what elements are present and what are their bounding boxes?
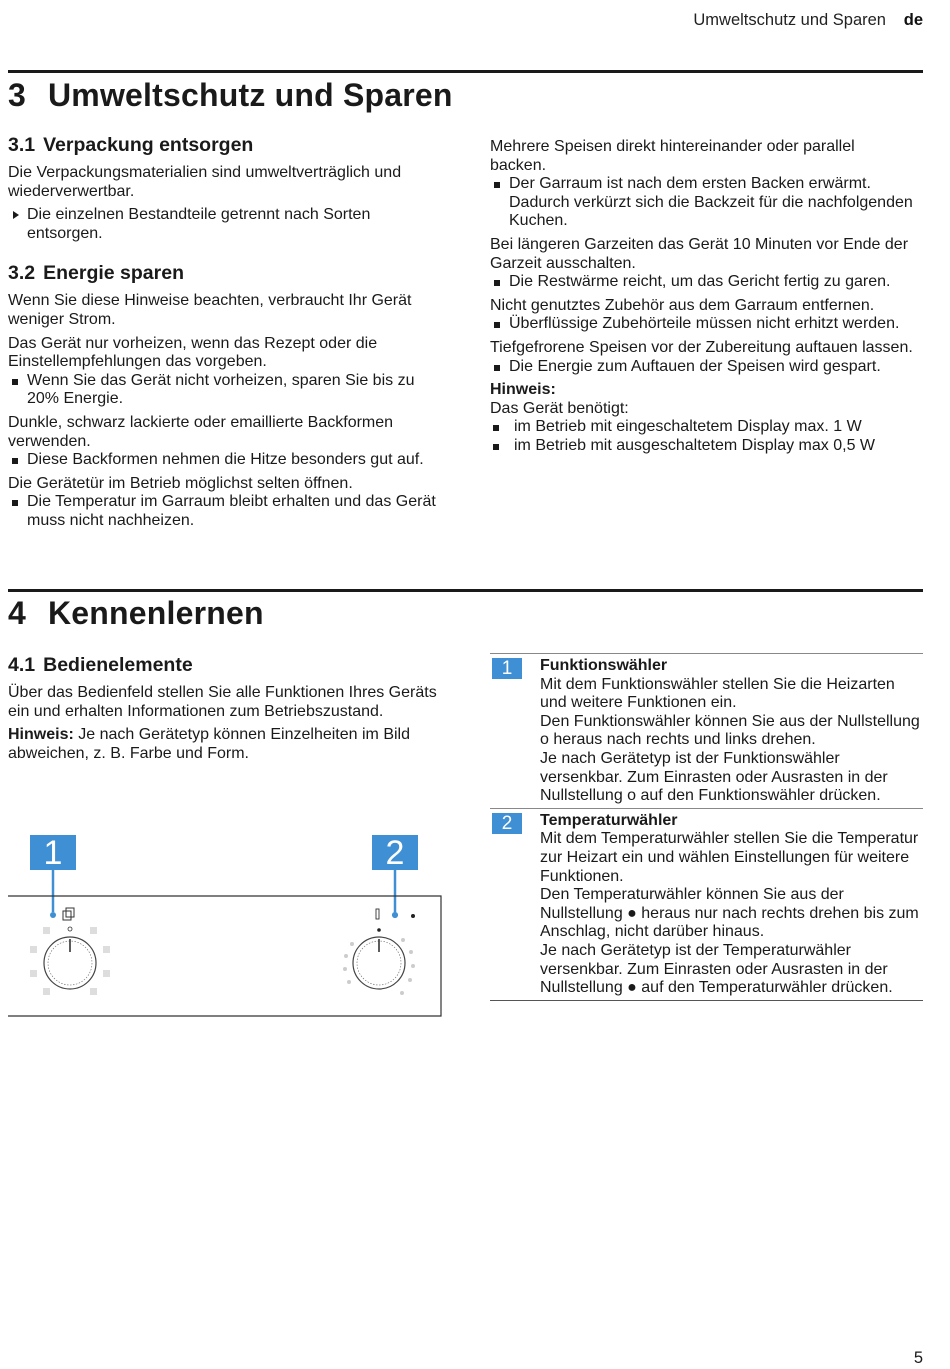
chapter-3-heading	[8, 77, 453, 113]
control-description: Mit dem Funktionswähler stellen Sie die Heizarten und weitere Funktionen ein.	[540, 675, 895, 712]
paragraph: Die Gerätetür im Betrieb möglichst selten öffnen.	[8, 474, 353, 492]
paragraph: Bei längeren Garzeiten das Gerät 10 Minuten vor Ende der Garzeit ausschalten.	[490, 235, 909, 272]
note-text: Je nach Gerätetyp können Einzelheiten im Bild abweichen, z. B. Farbe und Form.	[8, 726, 410, 762]
section-3-1-heading	[8, 134, 448, 156]
chapter-number: 3	[8, 77, 26, 113]
zero-position-icon	[68, 927, 72, 931]
result-item: Die Restwärme reicht, um das Gericht fertig zu garen.	[490, 273, 915, 292]
chapter-4-heading	[8, 595, 264, 631]
note-list-item: im Betrieb mit eingeschaltetem Display max. 1 W	[490, 418, 915, 437]
control-panel-illustration	[0, 860, 450, 1020]
chapter-number: 4	[8, 595, 26, 631]
running-header-language: de	[903, 11, 923, 29]
chapter-4-left-column	[8, 654, 438, 768]
paragraph: Tiefgefrorene Speisen vor der Zubereitung auftauen lassen.	[490, 338, 913, 356]
paragraph: Nicht genutztes Zubehör aus dem Garraum entfernen.	[490, 296, 875, 314]
result-item: Der Garraum ist nach dem ersten Backen erwärmt. Dadurch verkürzt sich die Backzeit für die nachfolgenden Kuchen.	[490, 175, 915, 231]
controls-table	[490, 653, 923, 1001]
control-badge: 2	[492, 813, 522, 834]
note-label	[490, 381, 915, 400]
chapter-rule	[8, 70, 923, 73]
section-4-1-heading	[8, 654, 438, 676]
chapter-3-right-column	[490, 138, 915, 461]
result-item: Überflüssige Zubehörteile müssen nicht erhitzt werden.	[490, 315, 915, 334]
note-label-text: Hinweis:	[490, 381, 556, 399]
page-number: 5	[913, 1349, 923, 1367]
control-row-function-selector	[490, 654, 923, 809]
control-title: Funktionswähler	[540, 657, 668, 674]
section-number: 4.1	[8, 654, 36, 676]
paragraph: Dunkle, schwarz lackierte oder emaillierte Backformen verwenden.	[8, 413, 394, 450]
note-text: Das Gerät benötigt:	[490, 399, 629, 417]
paragraph: Wenn Sie diese Hinweise beachten, verbraucht Ihr Gerät weniger Strom.	[8, 292, 412, 328]
control-title: Temperaturwähler	[540, 811, 678, 829]
result-item: Die Temperatur im Garraum bleibt erhalten und das Gerät muss nicht nachheizen.	[8, 493, 448, 530]
result-item: Die Energie zum Auftauen der Speisen wird gespart.	[490, 358, 915, 377]
chapter-title: Umweltschutz und Sparen	[48, 77, 453, 113]
temperature-selector-knob	[353, 937, 405, 989]
chapter-rule	[8, 589, 923, 592]
paragraph: Die Verpackungsmaterialien sind umweltverträglich und wiederverwertbar.	[8, 164, 402, 200]
action-item: Die einzelnen Bestandteile getrennt nach Sorten entsorgen.	[8, 206, 448, 243]
result-item: Diese Backformen nehmen die Hitze besonders gut auf.	[8, 451, 448, 470]
section-title: Bedienelemente	[43, 654, 193, 676]
control-description: Je nach Gerätetyp ist der Temperaturwähler versenkbar. Zum Einrasten oder Ausrasten in der Nullstellung ● auf den Temperaturwähler drücken.	[540, 941, 893, 997]
paragraph: Über das Bedienfeld stellen Sie alle Funktionen Ihres Geräts ein und erhalten Informationen zum Betriebszustand.	[8, 684, 437, 720]
control-description: Mit dem Temperaturwähler stellen Sie die Temperatur zur Heizart ein und wählen Einstellungen für weitere Funktionen.	[540, 830, 919, 885]
running-header-title: Umweltschutz und Sparen	[693, 11, 886, 29]
function-selector-knob	[44, 937, 96, 989]
diagram-label-1: 1	[30, 835, 76, 870]
zero-dot-icon	[411, 914, 415, 918]
control-description: Je nach Gerätetyp ist der Funktionswähler versenkbar. Zum Einrasten oder Ausrasten in der Nullstellung o auf den Funktionswähler drücken.	[540, 749, 888, 805]
control-row-temperature-selector	[490, 809, 923, 1001]
leader-dot-1	[50, 912, 56, 918]
section-title: Energie sparen	[43, 262, 184, 285]
note-list-item: im Betrieb mit ausgeschaltetem Display max 0,5 W	[490, 437, 915, 456]
control-description: Den Temperaturwähler können Sie aus der Nullstellung ● heraus nur nach rechts drehen bis zum Anschlag, nicht darüber hinaus.	[540, 886, 919, 941]
chapter-title: Kennenlernen	[48, 595, 264, 631]
diagram-label-2: 2	[372, 835, 418, 870]
section-3-2-heading	[8, 262, 448, 284]
control-description: Den Funktionswähler können Sie aus der Nullstellung o heraus nach rechts und links drehen.	[540, 712, 920, 749]
lamp-icon	[63, 911, 71, 920]
section-title: Verpackung entsorgen	[43, 134, 254, 156]
thermometer-icon	[376, 909, 379, 919]
paragraph: Das Gerät nur vorheizen, wenn das Rezept oder die Einstellempfehlungen das vorgeben.	[8, 334, 378, 371]
note-paragraph	[8, 726, 438, 763]
chapter-3-left-column	[8, 134, 448, 536]
result-item: Wenn Sie das Gerät nicht vorheizen, sparen Sie bis zu 20% Energie.	[8, 372, 448, 409]
section-number: 3.1	[8, 134, 36, 156]
control-badge: 1	[492, 658, 522, 679]
paragraph: Mehrere Speisen direkt hintereinander oder parallel backen.	[490, 138, 855, 174]
note-label: Hinweis:	[8, 726, 74, 744]
section-number: 3.2	[8, 262, 36, 285]
